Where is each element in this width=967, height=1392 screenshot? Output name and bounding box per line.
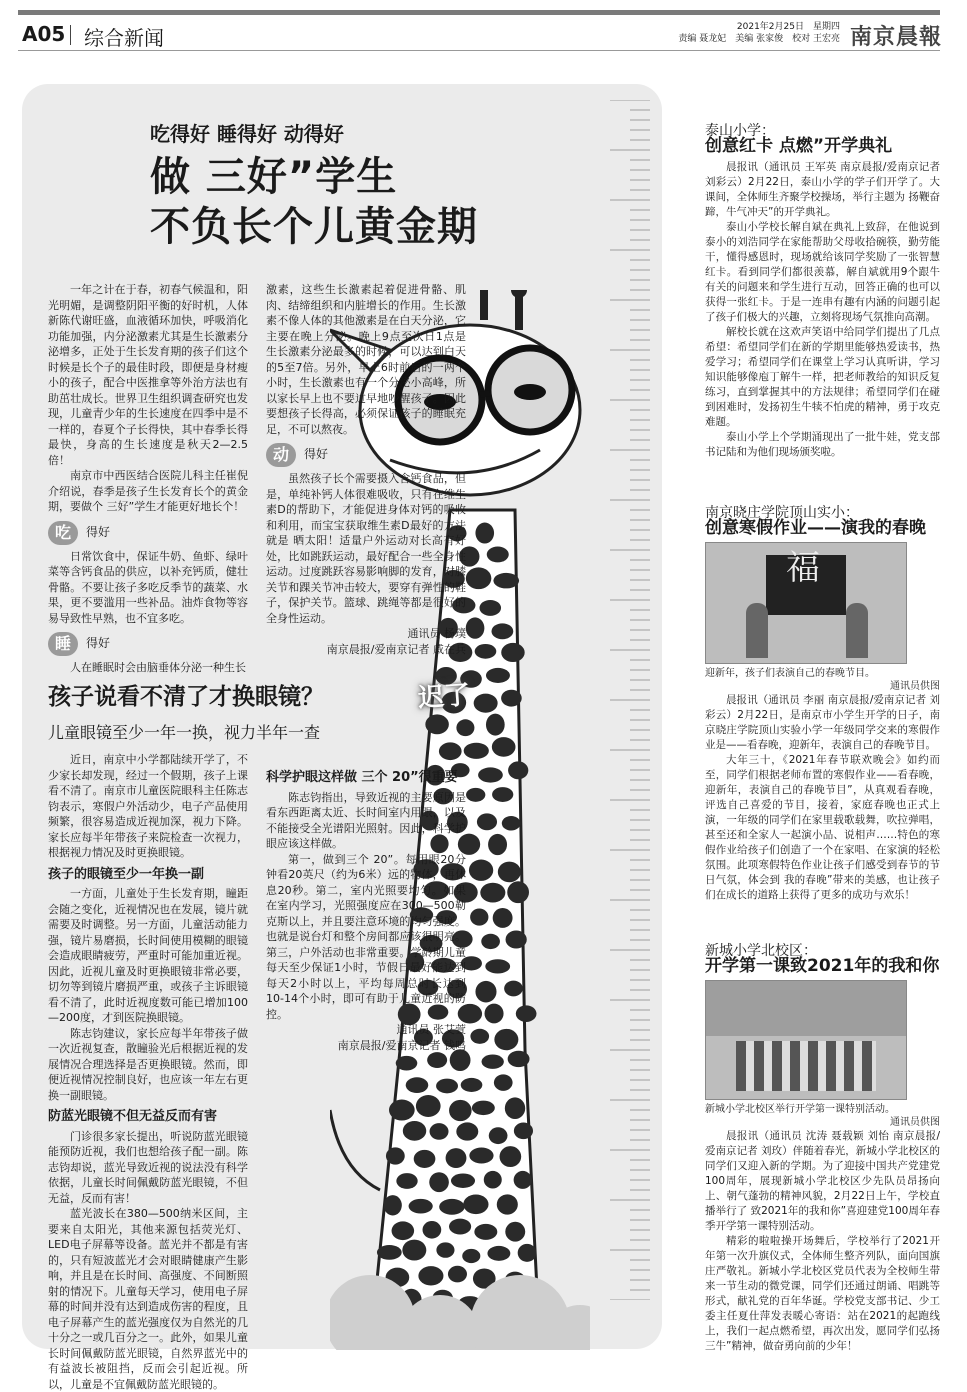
intro-paragraph: 一年之计在于春，初春气候温和，阳光明媚，是调整阴阳平衡的好时机，人体新陈代谢旺盛，血液循环加快，呼吸消化功能加强，内分泌激素尤其是生长激素分泌增多，正处于生长发育期的孩子们这个时候是长个子的最佳时段，即便是身材瘦小的孩子，配合中医推拿等外治方法也有助茁壮成长。世界卫生组织调查研究也发现，儿童青少年的生长速度在四季中是不一样的，春夏个子长得快，其中春季长得最快，身高的生长速度是秋天2—2.5倍！ — [48, 283, 248, 467]
giraffe-spot — [489, 1127, 508, 1144]
giraffe-spot — [389, 1100, 415, 1121]
sleep-paragraph: 人在睡眠时会由脑垂体分泌一种生长 — [70, 661, 246, 674]
giraffe-spot — [423, 1221, 442, 1239]
giraffe-spot — [384, 1195, 402, 1215]
header-separator — [70, 25, 71, 45]
giraffe-spot — [475, 523, 494, 544]
sleep-continued: 激素，这些生长激素起着促进骨骼、肌肉、结缔组织和内脏增长的作用。生长激素不像人体的其他激素是在白天分泌，它主要在晚上分泌。晚上9点至次日1点是生长激素分泌最多的时候，可以达到白天的5至7倍。另外，早上6时前后的一两个小时，生长激素也有一个分泌小高峰，所以家长早上也不要过早地吵醒孩子。因此要想孩子长得高，必须保证孩子的睡眠充足，不可以熬夜。 — [266, 283, 466, 436]
giraffe-spot — [429, 1172, 449, 1192]
giraffe-spot — [507, 881, 529, 903]
height-ruler — [600, 100, 650, 1300]
section-title: 综合新闻 — [84, 26, 164, 50]
eyes-paragraph-5: 蓝光波长在380—500纳米区间，主要来自太阳光，其他来源包括荧光灯、LED电子屏幕等设备。蓝光并不都是有害的，只有短波蓝光才会对眼睛健康产生影响，并且是在长时间、高强度、不间断照射的情况下。儿童每天学习，使用电子屏幕的时间并没有达到造成伤害的程度，且电子屏幕产生的蓝光强度仅为自然光的几十分之一或几百分之一。此外，如果儿童长时间佩戴防蓝光眼镜，自然界蓝光中的有益波长被阻挡，反而会引起近视。所以，儿童是不宜佩戴防蓝光眼镜的。 — [48, 1207, 248, 1391]
giraffe-spot — [446, 1148, 467, 1168]
giraffe-spot — [416, 1095, 441, 1117]
feature-column-2 — [266, 282, 466, 657]
feature-kicker: 吃得好 睡得好 动得好 — [150, 122, 344, 146]
child-figure — [746, 603, 768, 658]
child-figure — [846, 603, 868, 658]
giraffe-spot — [488, 834, 507, 855]
giraffe-spot — [402, 1240, 426, 1261]
dingshan-title: 创意寒假作业——演我的春晚 — [705, 518, 926, 538]
giraffe-spot — [469, 860, 493, 881]
giraffe-spot — [430, 1123, 449, 1140]
eyes-paragraph-3: 陈志钧建议，家长应每半年带孩子做一次近视复查，散瞳验光后根据近视的发展情况合理选择是否更换眼镜。然而，即便近视情况控制良好，也应该一年左右更换一副眼镜。 — [48, 1026, 248, 1102]
giraffe-spot — [508, 1051, 530, 1067]
giraffe-spot — [456, 1122, 478, 1140]
xincheng-photo-credit: 通讯员供图 — [890, 1117, 940, 1128]
giraffe-spot — [463, 1195, 488, 1215]
giraffe-spot — [474, 1224, 497, 1240]
giraffe-spot — [518, 1244, 537, 1262]
eyes-column-1 — [48, 752, 248, 1392]
giraffe-spot — [461, 1078, 483, 1092]
eyes-subhead-1: 孩子的眼镜至少一年换一副 — [48, 866, 205, 882]
giraffe-spot — [484, 1171, 502, 1189]
eyes-headline: 孩子说看不清了才换眼镜？ — [48, 684, 324, 710]
giraffe-spot — [462, 1249, 480, 1263]
taishan-paragraph-1: 晨报讯（通讯员 王军英 南京晨报/爱南京记者 刘彩云）2月22日，泰山小学的学子们开学了。大课间，全体师生齐聚学校操场，举行主题为 扬鞭奋蹄，牛气冲天”的开学典礼。 — [705, 161, 940, 218]
header-rule — [18, 50, 940, 51]
giraffe-spot — [505, 1222, 525, 1242]
giraffe-spot — [466, 567, 492, 589]
sleep-subhead — [48, 632, 248, 656]
giraffe-spot — [500, 1146, 522, 1167]
giraffe-spot — [514, 1171, 532, 1189]
headline-line-1: 做 三好”学生 — [150, 154, 398, 200]
move-paragraph: 虽然孩子长个需要摄入含钙食品，但是，单纯补钙人体很难吸收，只有在维生素D的帮助下，才能促进身体对钙的吸收和利用，而宝宝获取维生素D最好的方法就是 晒太阳！适量户外运动对长高有好处，比如跳跃运动，最好配合一些全身性运动。过度跳跃容易影响脚的发育，对膝关节和踝关节冲击较大，要穿有弹性的鞋子，保护关节。篮球、跳绳等都是很好的全身性运动。 — [266, 472, 466, 625]
giraffe-spot — [449, 1219, 471, 1235]
issue-date: 2021年2月25日 星期四 — [736, 22, 840, 32]
giraffe-spot — [456, 719, 474, 736]
eat-paragraph: 日常饮食中，保证牛奶、鱼虾、绿叶菜等含钙食品的供应，以补充钙质，健壮骨骼。不要让孩子多吃反季节的蔬菜、水果，更不要滥用一些补品。油炸食物等容易导致性早熟，也不宜多吃。 — [48, 549, 248, 625]
giraffe-spot — [439, 1199, 464, 1215]
giraffe-spot — [493, 908, 513, 928]
feature-column-1 — [48, 282, 248, 676]
giraffe-spot — [414, 1150, 436, 1168]
giraffe-spot — [396, 1056, 418, 1071]
late-stamp: 迟了 — [417, 680, 472, 714]
taishan-paragraph-3: 解校长就在这欢声笑语中给同学们提出了几点希望：希望同学们在新的学期里能够热爱读书，热爱学习；希望同学们在课堂上学习认真听讲，学习知识能够像庖丁解牛一样，把老师教给的知识反复练习，直到掌握其中的方法规律；希望同学们在碰到困难时，发扬初生牛犊不怕虎的精神，勇于攻克难题。 — [705, 326, 940, 428]
giraffe-spot — [464, 743, 489, 759]
eyes-column-2 — [266, 764, 466, 1053]
giraffe-spot — [486, 714, 505, 736]
giraffe-spot — [494, 1029, 518, 1050]
giraffe-spot — [449, 1100, 472, 1121]
giraffe-spot — [505, 1097, 525, 1119]
giraffe-spot — [485, 1004, 504, 1024]
giraffe-spot — [497, 1194, 518, 1214]
giraffe-spot — [508, 761, 528, 779]
giraffe-spot — [436, 1242, 454, 1257]
students-row — [736, 1041, 876, 1091]
dingshan-kicker: 南京晓庄学院顶山实小： — [705, 505, 859, 521]
eyes-paragraph-6: 陈志钧指出，导致近视的主要原因是看东西距离太近、长时间室内用眼，以及不能接受全光谱阳光照射。因此，科学护眼应该这样做。 — [266, 790, 466, 850]
xincheng-paragraph-2: 精彩的啦啦操开场舞后，学校举行了2021开年第一次升旗仪式，全体师生整齐列队，面向国旗庄严敬礼。新城小学北校区党员代表为全校师生带来一节生动的微党课，同学们还通过朗诵、唱跳等形式，献礼党的百年华诞。学校党支部书记、少工委主任夏仕萍发表暖心寄语：站在2021的起跑线上，我们一起点燃希望，再次出发，愿同学们弘扬 三牛”精神，做奋勇向前的少年！ — [705, 1235, 940, 1352]
giraffe-spot — [475, 981, 496, 1003]
giraffe-spot — [469, 1147, 493, 1163]
sleep-badge: 睡 — [48, 632, 78, 656]
fu-character: 福 — [786, 548, 820, 588]
giraffe-spot — [514, 1123, 533, 1140]
eyes-paragraph-2: 一方面，儿童处于生长发育期，瞳距会随之变化，近视情况也在发展，镜片就需要及时调整。另一方面，儿童活动能力强，镜片易磨损，长时间使用模糊的眼镜会造成眼睛疲劳，严重时可能加重近视。因此，近视儿童及时更换眼镜非常必要，切勿等到镜片磨损严重，或孩子主诉眼镜看不清了，此时近视度数可能已增加100—200度，才到医院换眼镜。 — [48, 887, 248, 1024]
hall-backdrop — [706, 981, 906, 1036]
taishan-title: 创意红卡 点燃”开学典礼 — [705, 136, 893, 156]
dingshan-paragraph-2: 大年三十，《2021年春节联欢晚会》如约而至，同学们根据老师布置的寒假作业——看春晚，迎新年，表演自己的春晚节目”，从真观看春晚，评选自己喜爱的节目，接着，家庭春晚也正式上演，一年级的同学们在家里载歌载舞，吹拉弹唱，甚至还和全家人一起演小品、说相声……特色的寒假作业给孩子们创造了一个在家唱、在家演的轻松氛围。此项寒假特色作业让孩子们感受到春节的节日气氛，体会到 我的春晚”带来的美感，也让孩子们在成长的道路上获得了更多的成功与欢乐！ — [705, 754, 940, 901]
giraffe-spot — [409, 1199, 433, 1214]
giraffe-spot — [487, 547, 509, 563]
giraffe-spot — [494, 1074, 513, 1090]
giraffe-spot — [418, 1266, 443, 1285]
giraffe-spot — [386, 1147, 405, 1164]
eyes-subhead-2: 防蓝光眼镜不但无益反而有害 — [48, 1109, 218, 1124]
giraffe-spot — [516, 1005, 537, 1022]
giraffe-spot — [492, 737, 516, 757]
giraffe-spot — [477, 813, 497, 830]
giraffe-spot — [425, 714, 448, 734]
eat-subhead-text: 得好 — [86, 524, 111, 539]
giraffe-spot — [485, 959, 510, 973]
giraffe-spot — [406, 1077, 429, 1093]
giraffe-spot — [501, 643, 524, 662]
dingshan-paragraph-1: 晨报讯（通讯员 李丽 南京晨报/爱南京记者 刘彩云）2月22日，是南京市小学生开学的日子，南京晓庄学院顶山实验小学一年级同学交来的寒假作业是——看春晚，迎新年，表演自己的春晚节目。 — [705, 694, 940, 751]
giraffe-spot — [492, 623, 514, 639]
eyes-paragraph-7: 第一，做到三个 20”。每用眼20分钟看20英尺（约为6米）远的物体，再休息20秒。第二，室内光照要均匀。如果在室内学习，光照强度应在300—500勒克斯以上，并且要注意环境的均匀强度。也就是说台灯和整个房间都应该很明亮。第三，户外活动也非常重要。学龄期儿童每天至少保证1小时，节假日最好能达到每天2小时以上，平均每周总时长达到10-14个小时，即可有助于儿童近视的防控。 — [266, 852, 466, 1021]
giraffe-spot — [502, 816, 521, 831]
giraffe-spot — [470, 1029, 489, 1044]
giraffe-spot — [392, 1221, 415, 1240]
giraffe-spot — [481, 934, 500, 949]
giraffe-spot — [466, 617, 485, 638]
headline-line-2: 不负长个儿黄金期 — [150, 204, 478, 250]
doctor-paragraph: 南京市中西医结合医院儿科主任崔倪介绍说，春季是孩子生长发育长个的黄金期，要做个 三好”学生才能更好地长个！ — [48, 469, 248, 513]
byline-reporter: 南京晨报/爱南京记者 戚在兵 — [326, 642, 466, 656]
giraffe-spot — [493, 573, 519, 589]
giraffe-spot — [448, 1266, 467, 1283]
sleep-subhead-text: 得好 — [86, 636, 111, 651]
newspaper-logo: 南京晨報 — [850, 24, 943, 50]
eyes-byline-correspondent: 通讯员 张艾萱 — [396, 1023, 466, 1036]
byline-correspondent: 通讯员 杨璞 — [407, 627, 466, 640]
taishan-paragraph-2: 泰山小学校长解自斌在典礼上致辞，在他说到泰小的刘浩同学在家能帮助父母收拾碗筷，勤劳能干，懂得感恩时，现场就给该同学奖励了一张智慧红卡。看到同学们都很羡慕，解自斌就用9个跟牛有关的问题来和学生进行互动，回答正确的也可以获得一张红卡。于是一连串有趣有内涵的问题引起了孩子们极大的兴趣，立刻将现场气氛推向高潮。 — [705, 221, 940, 323]
move-subhead-text: 得好 — [304, 447, 329, 462]
giraffe-spot — [439, 742, 462, 760]
dingshan-caption: 迎新年，孩子们表演自己的春晚节目。 — [705, 668, 875, 679]
giraffe-spot — [480, 883, 505, 903]
page-number: A05 — [22, 22, 66, 46]
giraffe-spot — [436, 1079, 458, 1094]
giraffe-spot — [377, 1245, 402, 1260]
dingshan-article — [705, 506, 940, 903]
xincheng-caption: 新城小学北校区举行开学第一课特别活动。 — [705, 1104, 895, 1115]
giraffe-spot — [482, 1054, 504, 1068]
dingshan-photo — [705, 542, 907, 664]
xincheng-title: 开学第一课致2021年的我和你 — [705, 956, 940, 976]
giraffe-spot — [427, 1052, 447, 1068]
giraffe-spot — [478, 767, 503, 782]
eyes-paragraph-4: 门诊很多家长提出，听说防蓝光眼镜能预防近视，我们也想给孩子配一副。陈志钧却说，蓝光导致近视的说法没有科学依据，儿童长时间佩戴防蓝光眼镜，不但无益，反而有害！ — [48, 1129, 248, 1205]
eat-badge: 吃 — [48, 521, 78, 545]
giraffe-spot — [506, 930, 527, 948]
giraffe-spot — [466, 788, 485, 802]
xincheng-kicker: 新城小学北校区： — [705, 943, 817, 959]
eyes-intro: 近日，南京中小学都陆续开学了，不少家长却发现，经过一个假期，孩子上课看不清了。南京市儿童医院眼科主任陈志钧表示，寒假户外活动少，电子产品使用频繁，很容易造成近视加深，视力下降。家长应每半年带孩子来院检查一次视力，根据视力情况及时更换眼镜。 — [48, 753, 248, 859]
xincheng-paragraph-1: 晨报讯（通讯员 沈涛 聂载颖 刘怡 南京晨报/爱南京记者 刘玫）伴随着春光，新城小学北校区的同学们又迎入新的学期。为了迎接中国共产党建党100周年，展现新城小学北校区少先队员昂扬向上、朝气蓬勃的精神风貌，2月22日上午，学校直播举行了 致2021年的我和你”喜迎建党100周年春季开学第一课特别活动。 — [705, 1130, 940, 1232]
giraffe-spot — [474, 694, 498, 713]
editor-credits: 责编 聂龙妃 美编 张家俊 校对 王宏亮 — [678, 34, 840, 44]
move-badge: 动 — [266, 443, 296, 467]
eat-subhead — [48, 521, 248, 545]
eyes-byline-reporter: 南京晨报/爱南京记者 钱鸣 — [337, 1038, 466, 1052]
giraffe-spot — [475, 644, 497, 659]
xincheng-article — [705, 944, 940, 1354]
giraffe-spot — [492, 787, 513, 802]
giraffe-spot — [472, 1101, 495, 1116]
feature-headline — [150, 152, 478, 252]
giraffe-spot — [403, 1121, 426, 1141]
dingshan-photo-credit: 通讯员供图 — [890, 681, 940, 692]
xincheng-photo — [705, 980, 907, 1100]
taishan-kicker: 泰山小学： — [705, 123, 775, 139]
taishan-article — [705, 124, 940, 460]
eyes-subhead-3: 科学护眼这样做 三个 20”很重要 — [266, 770, 458, 785]
giraffe-spot — [451, 1173, 475, 1188]
top-rule — [18, 10, 940, 15]
giraffe-spot — [487, 1246, 510, 1261]
giraffe-spot — [479, 600, 501, 616]
eyes-subtitle: 儿童眼镜至少一年一换，视力半年一查 — [48, 723, 321, 742]
taishan-paragraph-4: 泰山小学上个学期涌现出了一批牛娃，党支部书记陆和为他们现场颁奖啦。 — [705, 431, 940, 458]
giraffe-spot — [396, 1173, 417, 1189]
giraffe-spot — [486, 668, 510, 683]
giraffe-spot — [501, 690, 522, 707]
move-subhead — [266, 443, 466, 467]
giraffe-spot — [470, 909, 488, 926]
giraffe-spot — [504, 981, 523, 997]
giraffe-spot — [498, 862, 521, 883]
